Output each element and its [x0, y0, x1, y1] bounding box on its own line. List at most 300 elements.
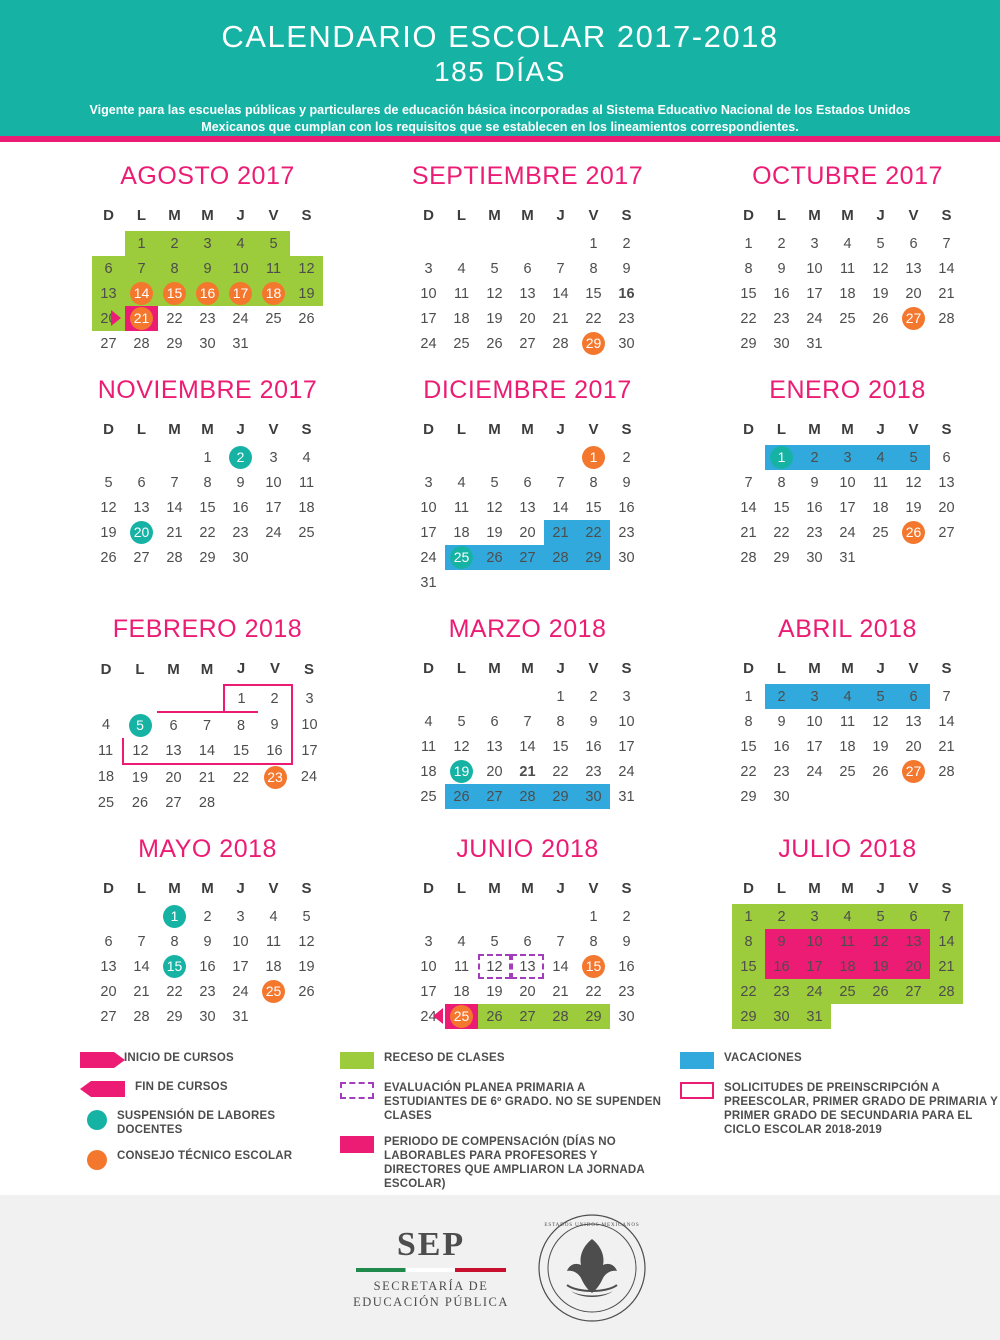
day-cell: 21	[552, 983, 569, 1000]
day-cell-compensacion: 19	[864, 954, 897, 979]
legend-label: SOLICITUDES DE PREINSCRIPCIÓN A PREESCOLAR, PRIMER GRADO DE PRIMARIA Y PRIMER GRADO DE SECUNDARIA PARA EL CICLO ESCOLAR 2018-2019	[724, 1082, 998, 1136]
day-cell: 5	[257, 231, 290, 256]
day-cell-ctescolar	[577, 954, 610, 979]
day-cell-suspension	[445, 545, 478, 570]
day-cell: 6	[909, 235, 918, 252]
sep-branding	[353, 1213, 647, 1323]
day-cell: 22	[773, 524, 790, 541]
weekday-v: V	[588, 207, 599, 224]
weekday-m2: M	[521, 207, 534, 224]
day-cell: 26	[298, 983, 315, 1000]
day-cell: 26	[298, 310, 315, 327]
day-cell: 10	[839, 474, 856, 491]
day-cell: 16	[773, 738, 790, 755]
week-row	[732, 256, 963, 281]
day-cell: 10	[806, 260, 823, 277]
month-title: ENERO 2018	[769, 376, 926, 404]
day-cell: 5	[490, 260, 499, 277]
day-cell: 4	[843, 235, 852, 252]
week-row	[732, 545, 963, 570]
week-row	[412, 495, 643, 520]
day-cell: 3	[424, 933, 433, 950]
day-cell: 21	[519, 763, 536, 780]
weekday-m2: M	[841, 421, 854, 438]
week-row	[89, 685, 326, 712]
day-cell: 25	[872, 524, 889, 541]
day-cell: 10	[420, 958, 437, 975]
orange-circle-marker: 15	[163, 282, 186, 305]
day-cell: 16	[618, 499, 635, 516]
day-cell: 30	[618, 549, 635, 566]
day-cell: 19	[290, 281, 323, 306]
legend-item-preinscripcion	[680, 1081, 1000, 1137]
day-cell	[412, 904, 445, 929]
day-cell: 6	[942, 449, 951, 466]
day-cell-receso: 30	[765, 1004, 798, 1029]
weekday-m1: M	[488, 207, 501, 224]
day-cell: 17	[420, 310, 437, 327]
weekday-d: D	[423, 421, 434, 438]
orange-circle-marker: 17	[229, 282, 252, 305]
day-cell-receso: 27	[511, 1004, 544, 1029]
weekday-m2: M	[201, 207, 214, 224]
day-cell: 7	[942, 235, 951, 252]
month-table	[412, 203, 643, 356]
sep-acronym: SEP	[396, 1225, 466, 1263]
day-cell-vacaciones: 4	[864, 445, 897, 470]
weekday-m2: M	[841, 660, 854, 677]
orange-circle-marker: 27	[902, 307, 925, 330]
day-cell: 3	[424, 474, 433, 491]
day-cell-ctescolar	[257, 979, 290, 1004]
day-cell: 31	[232, 335, 249, 352]
day-cell: 14	[552, 958, 569, 975]
day-cell: 1	[744, 688, 753, 705]
week-row	[732, 904, 963, 929]
day-cell-preinscripcion: 7	[190, 712, 224, 738]
day-cell: 21	[938, 738, 955, 755]
day-cell	[831, 1004, 864, 1029]
day-cell: 8	[203, 474, 212, 491]
week-row	[732, 281, 963, 306]
day-cell: 6	[523, 474, 532, 491]
weekday-d: D	[743, 421, 754, 438]
day-cell: 22	[199, 524, 216, 541]
week-row	[92, 306, 323, 331]
week-row	[412, 331, 643, 356]
legend-label: PERIODO DE COMPENSACIÓN (DÍAS NO LABORABLES PARA PROFESORES Y DIRECTORES QUE AMPLIARON LA JORNADA ESCOLAR)	[384, 1136, 645, 1190]
day-cell: 13	[486, 738, 503, 755]
weekday-l: L	[776, 207, 787, 224]
weekday-m1: M	[167, 660, 180, 678]
weekday-v: V	[268, 880, 279, 897]
day-cell: 11	[453, 958, 470, 975]
weekday-header-row	[92, 203, 323, 231]
week-row	[92, 231, 323, 256]
weekday-header-row	[732, 203, 963, 231]
week-row	[732, 470, 963, 495]
day-cell: 16	[618, 958, 635, 975]
day-cell: 15	[585, 499, 602, 516]
day-cell: 7	[744, 474, 753, 491]
day-cell	[930, 1004, 963, 1029]
day-cell	[831, 784, 864, 809]
day-cell-vacaciones: 21	[544, 520, 577, 545]
day-cell: 29	[740, 335, 757, 352]
weekday-d: D	[743, 207, 754, 224]
day-cell: 24	[300, 769, 318, 785]
day-cell: 22	[232, 769, 250, 786]
week-row	[732, 445, 963, 470]
month-title: JULIO 2018	[778, 835, 917, 863]
legend-label: INICIO DE CURSOS	[124, 1052, 234, 1064]
day-cell	[831, 331, 864, 356]
flag-left-icon	[91, 1081, 125, 1097]
day-cell: 15	[199, 499, 216, 516]
day-cell: 7	[556, 260, 565, 277]
day-cell-suspension	[158, 954, 191, 979]
calendar-grid	[0, 142, 1000, 1043]
day-cell	[258, 790, 292, 815]
day-cell: 12	[290, 256, 323, 281]
day-cell: 20	[905, 738, 922, 755]
day-cell	[412, 231, 445, 256]
day-cell: 31	[420, 574, 437, 591]
weekday-d: D	[423, 207, 434, 224]
weekday-l: L	[776, 660, 787, 677]
month-table	[732, 876, 963, 1029]
day-cell: 2	[777, 235, 786, 252]
day-cell-receso: 8	[732, 929, 765, 954]
orange-circle-marker: 23	[264, 766, 287, 789]
day-cell: 31	[806, 335, 823, 352]
day-cell-vacaciones: 2	[798, 445, 831, 470]
day-cell: 12	[100, 499, 117, 516]
weekday-s: S	[941, 421, 952, 438]
day-cell: 11	[839, 260, 856, 277]
day-cell	[478, 684, 511, 709]
day-cell: 6	[92, 256, 125, 281]
day-cell: 8	[777, 474, 786, 491]
day-cell: 8	[170, 933, 179, 950]
day-cell-ctescolar	[577, 445, 610, 470]
week-row	[412, 445, 643, 470]
day-cell-suspension	[445, 759, 478, 784]
day-cell: 11	[298, 474, 315, 491]
day-cell: 6	[104, 933, 113, 950]
day-cell: 15	[552, 738, 569, 755]
legend-label: SUSPENSIÓN DE LABORES DOCENTES	[117, 1110, 276, 1136]
week-row	[732, 709, 963, 734]
day-cell-compensacion: 10	[798, 929, 831, 954]
day-cell: 25	[453, 335, 470, 352]
day-cell: 31	[232, 1008, 249, 1025]
day-cell-vacaciones: 3	[831, 445, 864, 470]
day-cell	[478, 904, 511, 929]
weekday-d: D	[103, 880, 114, 897]
day-cell: 14	[938, 260, 955, 277]
day-cell: 10	[301, 717, 318, 733]
day-cell: 20	[519, 524, 536, 541]
day-cell: 17	[420, 524, 437, 541]
weekday-v: V	[908, 421, 919, 438]
day-cell-compensacion: 9	[765, 929, 798, 954]
day-cell: 19	[486, 524, 503, 541]
day-cell: 19	[872, 285, 889, 302]
day-cell	[125, 445, 158, 470]
week-row	[412, 470, 643, 495]
weekday-v: V	[908, 880, 919, 897]
month-diciembre	[375, 370, 680, 595]
weekday-m2: M	[201, 880, 214, 897]
month-junio	[375, 829, 680, 1029]
weekday-j: J	[236, 660, 246, 677]
day-cell	[157, 685, 190, 712]
day-cell: 10	[806, 713, 823, 730]
day-cell: 28	[166, 549, 183, 566]
day-cell: 12	[486, 285, 503, 302]
page-subtitle: 185 DÍAS	[434, 56, 566, 87]
green-swatch-icon	[340, 1052, 374, 1069]
day-cell: 15	[740, 285, 757, 302]
header-legal-text: Vigente para las escuelas públicas y particulares de educación básica incorporadas al Sistema Educativo Nacional de los Estados Unidos Mexicanos que cumplan con los requisitos que se establecen en los lineamientos correspondientes.	[89, 103, 911, 134]
teal-circle-marker: 25	[450, 546, 473, 569]
week-row	[732, 231, 963, 256]
week-row	[92, 520, 323, 545]
day-cell: 27	[938, 524, 955, 541]
day-cell: 6	[523, 933, 532, 950]
weekday-m1: M	[168, 207, 181, 224]
day-cell: 6	[490, 713, 499, 730]
day-cell: 12	[905, 474, 922, 491]
day-cell: 23	[773, 310, 790, 327]
day-cell: 4	[457, 260, 466, 277]
day-cell-ctescolar	[257, 281, 290, 306]
month-table	[92, 203, 323, 356]
day-cell	[92, 904, 125, 929]
day-cell: 18	[453, 983, 470, 1000]
day-cell: 7	[523, 713, 532, 730]
day-cell-vacaciones: 27	[478, 784, 511, 809]
day-cell: 12	[453, 738, 470, 755]
day-cell: 23	[773, 763, 790, 780]
day-cell: 29	[199, 549, 216, 566]
day-cell: 8	[589, 260, 598, 277]
day-cell-suspension	[158, 904, 191, 929]
month-table	[412, 656, 643, 809]
week-row	[412, 545, 643, 570]
day-cell: 20	[519, 310, 536, 327]
week-row	[412, 734, 643, 759]
day-cell: 13	[133, 499, 150, 516]
day-cell	[290, 1004, 323, 1029]
day-cell: 17	[618, 738, 635, 755]
week-row	[412, 520, 643, 545]
day-cell: 2	[622, 235, 631, 252]
day-cell: 20	[165, 769, 182, 786]
day-cell: 19	[872, 738, 889, 755]
day-cell: 10	[224, 256, 257, 281]
day-cell: 19	[486, 310, 503, 327]
weekday-j: J	[236, 207, 245, 224]
day-cell: 18	[872, 499, 889, 516]
day-cell	[290, 545, 323, 570]
day-cell: 28	[740, 549, 757, 566]
day-cell	[511, 231, 544, 256]
day-cell: 28	[198, 794, 216, 811]
day-cell	[897, 331, 930, 356]
weekday-l: L	[456, 660, 467, 677]
legend-label: RECESO DE CLASES	[384, 1052, 505, 1064]
day-cell-ctescolar	[577, 331, 610, 356]
teal-circle-marker: 5	[129, 714, 152, 737]
week-row	[412, 979, 643, 1004]
day-cell-compensacion: 16	[765, 954, 798, 979]
day-cell	[544, 904, 577, 929]
day-cell: 23	[618, 310, 635, 327]
day-cell: 23	[199, 310, 216, 327]
orange-circle-marker: 25	[262, 980, 285, 1003]
day-cell	[864, 1004, 897, 1029]
day-cell	[190, 685, 224, 712]
day-cell-fin-cursos	[445, 1004, 478, 1029]
day-cell	[92, 445, 125, 470]
weekday-v: V	[908, 660, 919, 677]
week-row	[732, 1004, 963, 1029]
weekday-m1: M	[488, 880, 501, 897]
day-cell: 24	[232, 983, 249, 1000]
week-row	[89, 764, 326, 790]
day-cell: 9	[810, 474, 819, 491]
week-row	[92, 495, 323, 520]
day-cell: 2	[622, 449, 631, 466]
day-cell-vacaciones: 6	[897, 684, 930, 709]
day-cell	[610, 570, 643, 595]
month-table	[732, 656, 963, 809]
weekday-s: S	[941, 880, 952, 897]
day-cell-receso: 5	[864, 904, 897, 929]
weekday-l: L	[456, 207, 467, 224]
day-cell: 26	[486, 335, 503, 352]
week-row	[412, 709, 643, 734]
day-cell: 2	[622, 908, 631, 925]
day-cell: 24	[806, 310, 823, 327]
day-cell: 23	[585, 763, 602, 780]
pink-swatch-icon	[340, 1136, 374, 1153]
day-cell: 1	[589, 908, 598, 925]
day-cell: 18	[839, 285, 856, 302]
day-cell: 10	[420, 285, 437, 302]
day-cell-receso: 21	[930, 954, 963, 979]
day-cell	[412, 684, 445, 709]
day-cell: 19	[100, 524, 117, 541]
day-cell-vacaciones: 22	[577, 520, 610, 545]
day-cell: 13	[938, 474, 955, 491]
day-cell: 20	[938, 499, 955, 516]
orange-circle-marker: 26	[902, 521, 925, 544]
weekday-j: J	[556, 207, 565, 224]
day-cell: 18	[420, 763, 437, 780]
day-cell-compensacion: 11	[831, 929, 864, 954]
day-cell-preinscripcion: 13	[157, 738, 190, 764]
week-row	[732, 331, 963, 356]
day-cell: 16	[806, 499, 823, 516]
day-cell: 13	[519, 285, 536, 302]
day-cell-receso: 22	[732, 979, 765, 1004]
day-cell-preinscripcion: 8	[224, 712, 258, 738]
month-title: OCTUBRE 2017	[752, 162, 943, 190]
week-row	[92, 954, 323, 979]
orange-circle-marker: 16	[196, 282, 219, 305]
day-cell: 30	[199, 1008, 216, 1025]
weekday-j: J	[236, 421, 245, 438]
day-cell-vacaciones: 26	[445, 784, 478, 809]
day-cell-preinscripcion: 12	[123, 738, 157, 764]
month-title: AGOSTO 2017	[120, 162, 295, 190]
weekday-s: S	[621, 880, 632, 897]
weekday-j: J	[876, 660, 885, 677]
day-cell-ctescolar	[125, 281, 158, 306]
weekday-l: L	[136, 207, 147, 224]
legend-item-compensacion	[340, 1135, 670, 1191]
week-row	[412, 281, 643, 306]
day-cell: 17	[806, 738, 823, 755]
day-cell	[511, 904, 544, 929]
week-row	[412, 954, 643, 979]
teal-circle-marker: 1	[770, 446, 793, 469]
week-row	[732, 979, 963, 1004]
day-cell-ctescolar	[897, 520, 930, 545]
day-cell: 25	[839, 763, 856, 780]
legend-label: VACACIONES	[724, 1052, 802, 1064]
day-cell: 2	[589, 688, 598, 705]
month-table	[732, 203, 963, 356]
day-cell: 16	[585, 738, 602, 755]
day-cell	[92, 231, 125, 256]
day-cell: 18	[298, 499, 315, 516]
day-cell: 27	[100, 335, 117, 352]
day-cell-ctescolar	[158, 281, 191, 306]
day-cell: 30	[618, 335, 635, 352]
weekday-j: J	[876, 880, 885, 897]
day-cell: 24	[420, 335, 437, 352]
day-cell	[864, 331, 897, 356]
day-cell-receso: 4	[831, 904, 864, 929]
day-cell: 18	[839, 738, 856, 755]
day-cell: 22	[166, 310, 183, 327]
weekday-l: L	[776, 880, 787, 897]
week-row	[732, 784, 963, 809]
blue-swatch-icon	[680, 1052, 714, 1069]
teal-circle-marker: 1	[163, 905, 186, 928]
weekday-v: V	[588, 421, 599, 438]
day-cell: 3	[424, 260, 433, 277]
day-cell-vacaciones: 5	[864, 684, 897, 709]
day-cell: 23	[618, 983, 635, 1000]
day-cell	[445, 684, 478, 709]
day-cell: 26	[131, 794, 149, 811]
day-cell: 5	[490, 933, 499, 950]
month-table	[412, 417, 643, 595]
day-cell: 15	[585, 285, 602, 302]
weekday-m2: M	[200, 660, 214, 678]
day-cell	[544, 231, 577, 256]
legend-column-1	[0, 1051, 330, 1203]
day-cell	[478, 445, 511, 470]
day-cell: 3	[236, 908, 245, 925]
day-cell-vacaciones: 2	[765, 684, 798, 709]
week-row	[732, 306, 963, 331]
